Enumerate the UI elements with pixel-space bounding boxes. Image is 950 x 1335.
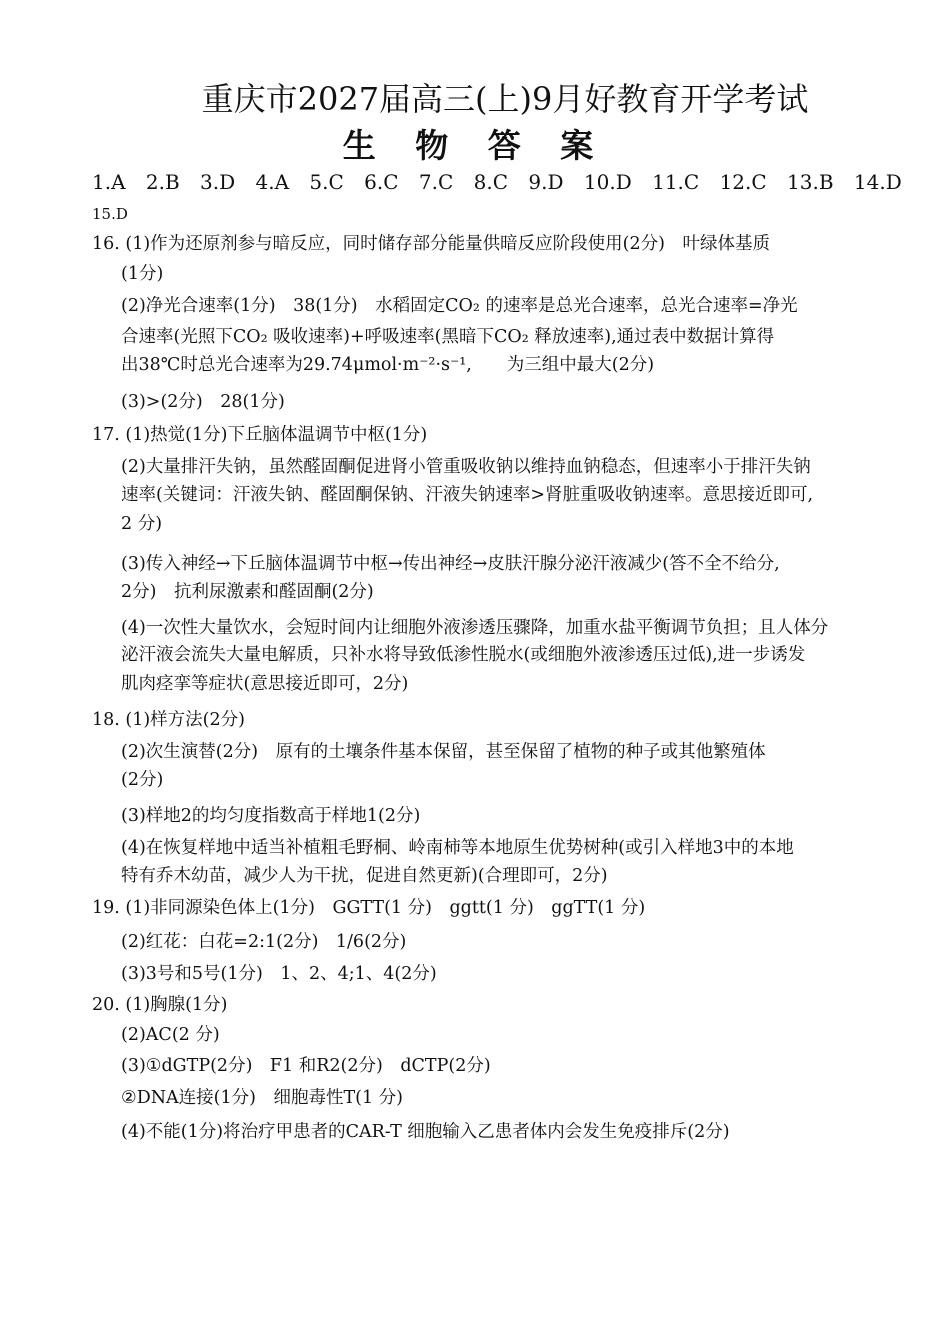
mc-answer: 14.D [853,170,902,194]
q17-line-8: 泌汗液会流失大量电解质，只补水将导致低渗性脱水(或细胞外液渗透压过低),进一步诱发 [121,645,806,665]
q16-line-2: (1分) [121,264,164,284]
mc-answer-15: 15.D [92,205,128,223]
q17-line-6: 2分) 抗利尿激素和醛固酮(2分) [121,582,374,602]
q18-line-3: (2分) [121,770,164,790]
q20-line-2: (2)AC(2 分) [121,1025,220,1045]
q20-line-4: ②DNA连接(1分) 细胞毒性T(1 分) [121,1088,403,1108]
mc-answer: 7.C [418,170,454,194]
q16-line-1: 16. (1)作为还原剂参与暗反应，同时储存部分能量供暗反应阶段使用(2分) 叶绿体基质 [92,234,770,254]
q20-line-5: (4)不能(1分)将治疗甲患者的CAR-T 细胞输入乙患者体内会发生免疫排斥(2分) [121,1122,730,1142]
page-title: 重庆市2027届高三(上)9月好教育开学考试 [201,80,809,118]
mc-answer: 12.C [719,170,767,194]
q20-line-1: 20. (1)胸腺(1分) [92,995,228,1015]
page-subtitle: 生 物 答 案 [342,126,608,165]
mc-answer: 2.B [145,170,180,194]
q17-line-1: 17. (1)热觉(1分)下丘脑体温调节中枢(1分) [92,425,428,445]
q16-line-6: (3)>(2分) 28(1分) [121,392,285,412]
mc-answer: 9.D [528,170,564,194]
q16-line-5: 出38℃时总光合速率为29.74μmol·m⁻²·s⁻¹, 为三组中最大(2分) [121,355,655,375]
q18-line-4: (3)样地2的均匀度指数高于样地1(2分) [121,806,421,826]
mc-answer: 1.A [92,170,126,194]
mc-answer: 10.D [583,170,632,194]
q16-line-4: 合速率(光照下CO₂ 吸收速率)+呼吸速率(黑暗下CO₂ 释放速率),通过表中数据计算得 [121,327,775,347]
mc-answer: 5.C [309,170,344,194]
q19-line-2: (2)红花：白花=2:1(2分) 1/6(2分) [121,932,407,952]
q18-line-6: 特有乔木幼苗，减少人为干扰，促进自然更新)(合理即可，2分) [121,866,608,886]
mc-answer: 6.C [364,170,399,194]
mc-answer: 11.C [652,170,700,194]
multiple-choice-answers [92,170,916,194]
mc-answer: 13.B [787,170,834,194]
q18-line-2: (2)次生演替(2分) 原有的土壤条件基本保留，甚至保留了植物的种子或其他繁殖体 [121,742,766,762]
q19-line-1: 19. (1)非同源染色体上(1分) GGTT(1 分) ggtt(1 分) ggTT(1 分) [92,898,646,918]
q20-line-3: (3)①dGTP(2分) F1 和R2(2分) dCTP(2分) [121,1056,491,1076]
q17-line-2: (2)大量排汗失钠，虽然醛固酮促进肾小管重吸收钠以维持血钠稳态，但速率小于排汗失钠 [121,457,811,477]
mc-answer: 4.A [255,170,290,194]
q17-line-7: (4)一次性大量饮水，会短时间内让细胞外液渗透压骤降，加重水盐平衡调节负担；且人体分 [121,618,829,638]
q18-line-1: 18. (1)样方法(2分) [92,710,245,730]
q17-line-5: (3)传入神经→下丘脑体温调节中枢→传出神经→皮肤汗腺分泌汗液减少(答不全不给分, [121,554,780,574]
q17-line-4: 2 分) [121,514,163,534]
mc-answer: 3.D [200,170,236,194]
mc-answer: 8.C [473,170,509,194]
q17-line-3: 速率(关键词：汗液失钠、醛固酮保钠、汗液失钠速率>肾脏重吸收钠速率。意思接近即可, [121,485,814,505]
q16-line-3: (2)净光合速率(1分) 38(1分) 水稻固定CO₂ 的速率是总光合速率，总光合速率=净光 [121,296,798,316]
q19-line-3: (3)3号和5号(1分) 1、2、4;1、4(2分) [121,964,437,984]
q18-line-5: (4)在恢复样地中适当补植粗毛野桐、岭南柿等本地原生优势树种(或引入样地3中的本地 [121,838,794,858]
q17-line-9: 肌肉痉挛等症状(意思接近即可，2分) [121,674,409,694]
